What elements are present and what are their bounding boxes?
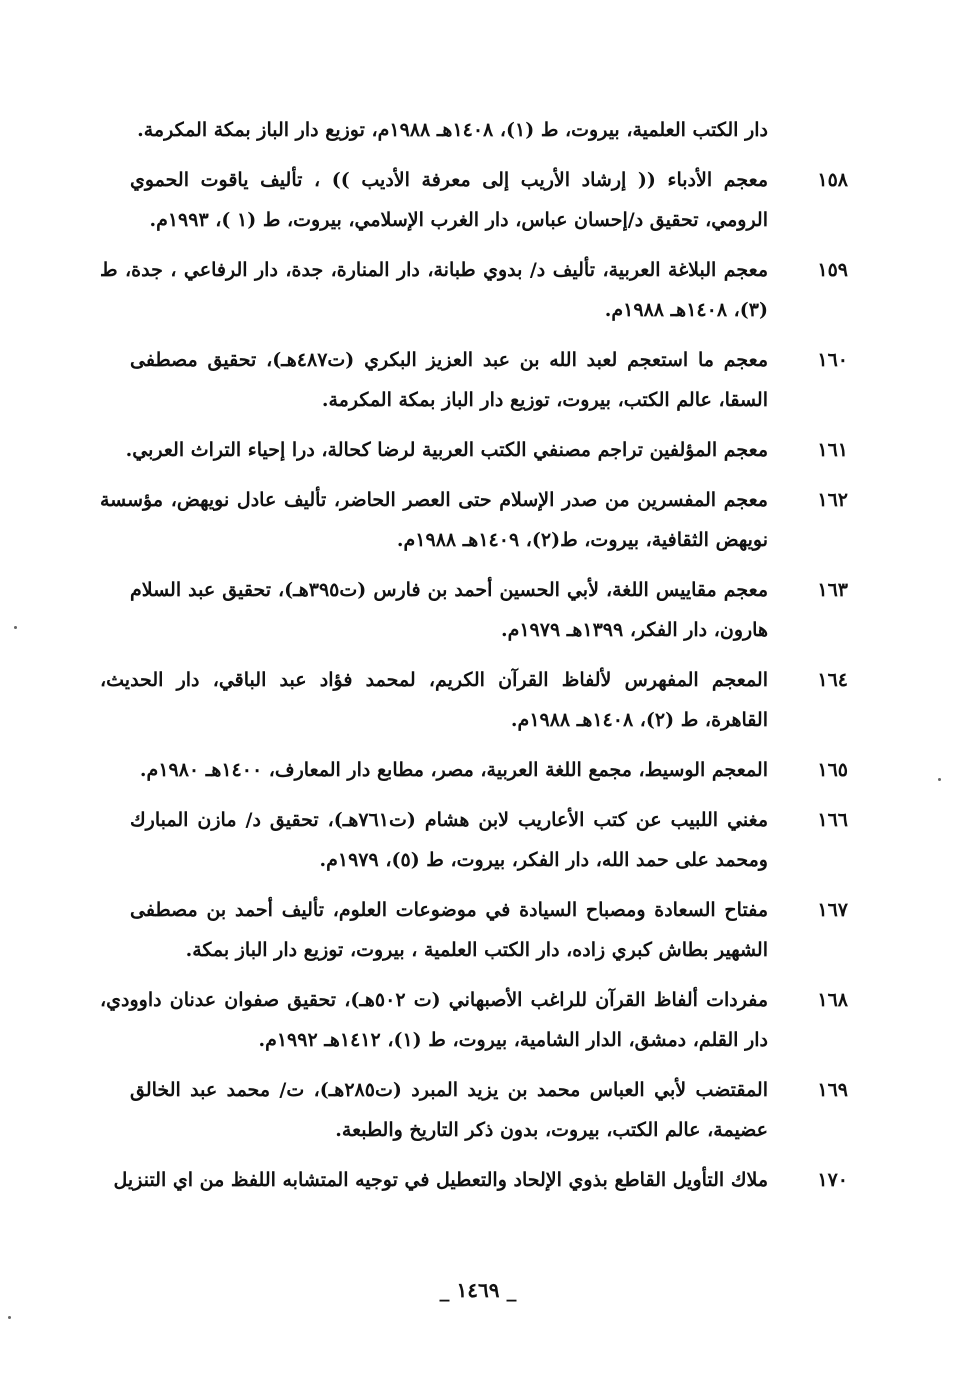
bibliography-entry: [100, 480, 848, 560]
bibliography-entry: [100, 1160, 848, 1200]
scan-speck: [938, 778, 941, 781]
bibliography-entry: [100, 250, 848, 330]
entry-text: المعجم الوسيط، مجمع اللغة العربية، مصر، مطابع دار المعارف، ١٤٠٠هـ ١٩٨٠م.: [139, 759, 768, 781]
page-number: _ ١٤٦٩ _: [439, 1278, 517, 1302]
entry-number: ١٦٦: [817, 809, 848, 831]
entry-text: المعجم المفهرس لألفاظ القرآن الكريم، لمحمد فؤاد عبد الباقي، دار الحديث، القاهرة، ط (٢)، ١٤٠٨هـ ١٩٨٨م.: [100, 669, 768, 731]
entry-text: مفردات ألفاظ القرآن للراغب الأصبهاني (ت ٥٠٢هـ)، تحقيق صفوان عدنان داوودي، دار القلم، دمشق، الدار الشامية، بيروت، ط (١)، ١٤١٢هـ ١٩٩٢م.: [100, 989, 768, 1051]
bibliography-entry: [100, 980, 848, 1060]
entry-number: ١٧٠: [817, 1169, 848, 1191]
entry-text: معجم ما استعجم لعبد الله بن عبد العزيز البكري (ت٤٨٧هـ)، تحقيق مصطفى السقا، عالم الكتب، بيروت، توزيع دار الباز بمكة المكرمة.: [130, 349, 768, 411]
entry-number: ١٦١: [817, 439, 848, 461]
entry-text: مغني اللبيب عن كتب الأعاريب لابن هشام (ت٧٦١هـ)، تحقيق د/ مازن المبارك ومحمد على حمد الله، دار الفكر، بيروت، ط (٥)، ١٩٧٩م.: [130, 809, 768, 871]
scan-speck: [14, 626, 17, 629]
bibliography-entry: [100, 430, 848, 470]
entry-number: ١٦٩: [817, 1079, 848, 1101]
bibliography-entry: [100, 570, 848, 650]
entry-number: ١٦٤: [817, 669, 848, 691]
entry-number: ١٦٠: [817, 349, 848, 371]
entry-number: ١٦٣: [817, 579, 848, 601]
entry-text: المقتضب لأبي العباس محمد بن يزيد المبرد (ت٢٨٥هـ)، ت/ محمد عبد الخالق عضيمة، عالم الكتب، بيروت، بدون ذكر التاريخ والطبعة.: [130, 1079, 768, 1141]
entry-text: مفتاح السعادة ومصباح السيادة في موضوعات العلوم، تأليف أحمد بن مصطفى الشهير بطاش كبري زاده، دار الكتب العلمية ، بيروت، توزيع دار الباز بمكة.: [130, 899, 768, 961]
entry-text: معجم المؤلفين تراجم مصنفي الكتب العربية لرضا كحالة، درا إحياء التراث العربي.: [125, 439, 768, 461]
entry-number: ١٦٢: [817, 489, 848, 511]
bibliography-list: [100, 110, 848, 1200]
bibliography-entry: [100, 1070, 848, 1150]
bibliography-entry: [100, 340, 848, 420]
entry-number: ١٥٩: [817, 259, 848, 281]
entry-text: ملاك التأويل القاطع بذوي الإلحاد والتعطيل في توجيه المتشابه اللفظ من اي التنزيل: [113, 1169, 768, 1191]
bibliography-entry: [100, 800, 848, 880]
entry-text: معجم الأدباء (( إرشاد الأريب إلى معرفة الأديب )) ، تأليف ياقوت الحموي الرومي، تحقيق د/إحسان عباس، دار الغرب الإسلامي، بيروت، ط (١ )، ١٩٩٣م.: [130, 169, 768, 231]
scan-speck: [8, 1316, 11, 1319]
entry-number: ١٦٥: [817, 759, 848, 781]
entry-text: معجم المفسرين من صدر الإسلام حتى العصر الحاضر، تأليف عادل نويهض، مؤسسة نويهض الثقافية، بيروت، ط(٢)، ١٤٠٩هـ ١٩٨٨م.: [100, 489, 768, 551]
entry-text: معجم البلاغة العربية، تأليف د/ بدوي طبانة، دار المنارة، جدة، دار الرفاعي ، جدة، ط (٣)، ١٤٠٨هـ ١٩٨٨م.: [100, 259, 768, 321]
entry-number: ١٦٨: [817, 989, 848, 1011]
entry-text: معجم مقاييس اللغة، لأبي الحسين أحمد بن فارس (ت٣٩٥هـ)، تحقيق عبد السلام هارون، دار الفكر، ١٣٩٩هـ ١٩٧٩م.: [130, 579, 768, 641]
bibliography-entry: [100, 660, 848, 740]
continuation-paragraph: دار الكتب العلمية، بيروت، ط (١)، ١٤٠٨هـ ١٩٨٨م، توزيع دار الباز بمكة المكرمة.: [137, 119, 768, 141]
bibliography-entry: [100, 890, 848, 970]
entry-number: ١٥٨: [817, 169, 848, 191]
bibliography-entry: [100, 160, 848, 240]
bibliography-entry: [100, 750, 848, 790]
entry-number: ١٦٧: [817, 899, 848, 921]
